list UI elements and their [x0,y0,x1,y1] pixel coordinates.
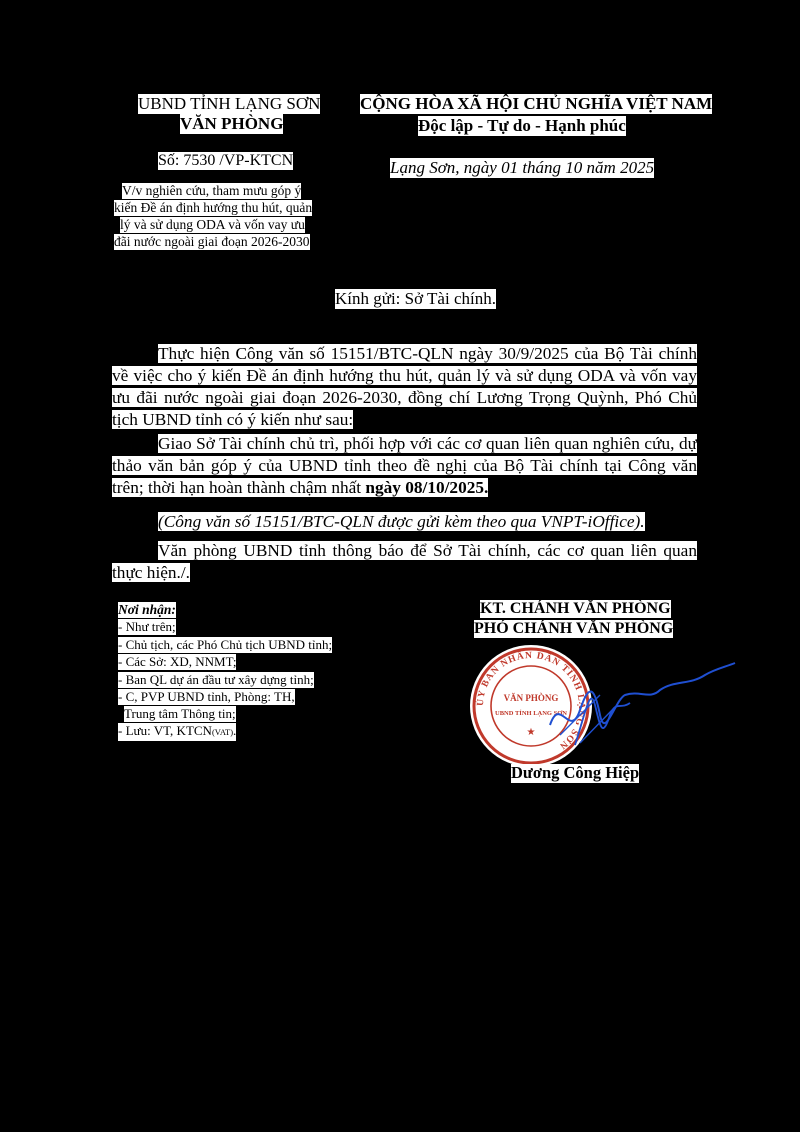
recipient-item: - Ban QL dự án đầu tư xây dựng tỉnh; [118,672,314,687]
paragraph-text: Giao Sở Tài chính chủ trì, phối hợp với các cơ quan liên quan nghiên cứu, dự thảo văn bản góp ý của UBND tỉnh theo đề nghị của Bộ Tài chính tại Công văn trên; thời hạn hoàn thành chậm nhất [112,434,697,497]
org-department: VĂN PHÒNG [180,114,284,133]
signature-title-1: KT. CHÁNH VĂN PHÒNG [480,600,671,617]
handwritten-signature [540,655,740,755]
paragraph-text: Thực hiện Công văn số 15151/BTC-QLN ngày 30/9/2025 của Bộ Tài chính về việc cho ý kiến Đề án định hướng thu hút, quản lý và sử dụng ODA và vốn vay ưu đãi nước ngoài giai đoạn 2026-2030, đồng chí Lương Trọng Quỳnh, Phó Chủ tịch UBND tỉnh có ý kiến như sau: [112,344,697,429]
recipient-item-text: - Lưu: VT, KTCN [118,723,212,738]
paragraph-text: Văn phòng UBND tỉnh thông báo để Sở Tài chính, các cơ quan liên quan thực hiện./. [112,541,697,582]
recipients-title: Nơi nhận: [118,602,176,617]
recipient-item: Trung tâm Thông tin; [124,706,236,721]
body-paragraph-3 [158,511,718,533]
recipient-item: - Chủ tịch, các Phó Chủ tịch UBND tỉnh; [118,637,333,652]
signature-title-2: PHÓ CHÁNH VĂN PHÒNG [474,620,674,637]
deadline-date: ngày 08/10/2025. [365,478,489,497]
stamp-inner-line2: UBND TỈNH LẠNG SƠN [495,710,567,717]
signer-name: Dương Công Hiệp [511,763,640,782]
document-date: Lạng Sơn, ngày 01 tháng 10 năm 2025 [390,158,655,177]
national-title: CỘNG HÒA XÃ HỘI CHỦ NGHĨA VIỆT NAM [360,94,713,113]
signature-stroke [550,663,735,725]
stamp-star-icon: ★ [526,727,536,738]
paragraph-text: (Công văn số 15151/BTC-QLN được gửi kèm theo qua VNPT-iOffice). [158,512,645,531]
recipient-item: - C, PVP UBND tỉnh, Phòng: TH, [118,689,295,704]
subject-line: đãi nước ngoài giai đoạn 2026-2030 [114,234,310,249]
national-motto: Độc lập - Tự do - Hạnh phúc [418,116,626,135]
stamp-ring-textpath: ỦY BAN NHÂN DÂN TỈNH LẠNG SƠN [475,650,587,751]
recipient-item: - Như trên; [118,619,176,634]
org-underline [205,136,277,137]
subject-line: V/v nghiên cứu, tham mưu góp ý [122,183,302,198]
recipient-line: Kính gửi: Sở Tài chính. [335,289,496,308]
document-number: Số: 7530 /VP-KTCN [158,152,294,169]
recipient-item: - Các Sở: XD, NNMT; [118,654,237,669]
subject-line: kiến Đề án định hướng thu hút, quản [114,200,313,215]
subject-line: lý và sử dụng ODA và vốn vay ưu [120,217,305,232]
body-paragraph-4 [112,540,697,584]
recipient-item-small: (VAT) [211,727,234,737]
body-paragraph-2 [112,433,697,499]
recipient-item-end: . [233,723,237,738]
stamp-inner-line1: VĂN PHÒNG [503,693,559,703]
recipient-item-last [118,723,236,741]
body-paragraph-1 [112,343,697,431]
org-name: UBND TỈNH LẠNG SƠN [138,94,321,113]
